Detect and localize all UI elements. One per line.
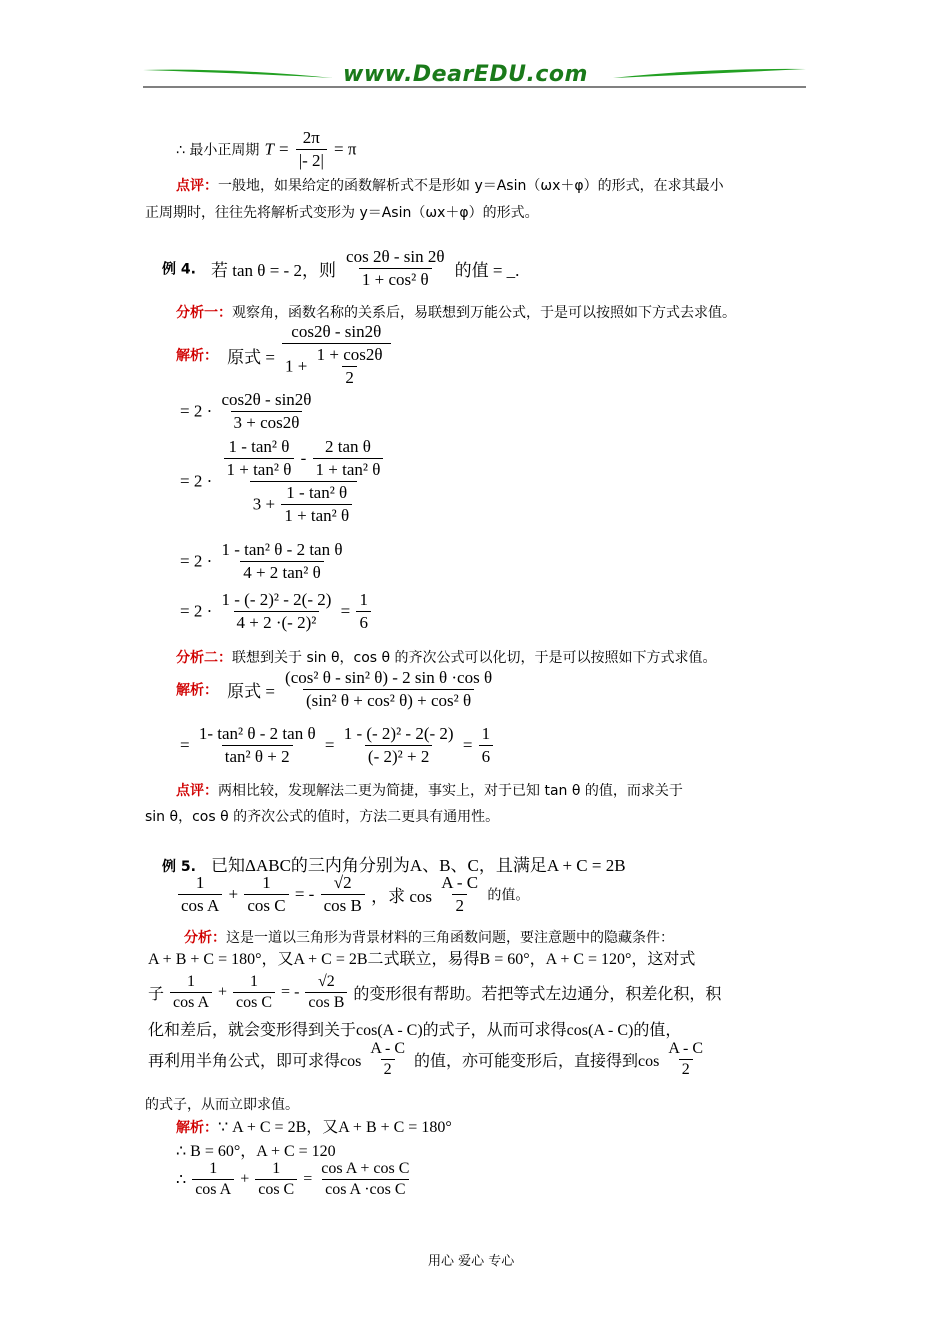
solve2-a-den: tan² θ + 2 bbox=[222, 745, 293, 767]
ex5-f3 bbox=[321, 873, 365, 916]
step2-fraction bbox=[219, 390, 315, 433]
step2 bbox=[180, 390, 316, 433]
analysis2 bbox=[176, 647, 717, 667]
analysis3-line6: 的式子，从而立即求值。 bbox=[145, 1097, 299, 1113]
ex5-f1-den: cos A bbox=[178, 894, 222, 916]
orig-label: 原式 = bbox=[227, 347, 275, 367]
step1-fraction bbox=[282, 322, 391, 388]
comment1-line1: 一般地，如果给定的函数解析式不是形如 y＝Asin（ωx＋φ）的形式，在求其最小 bbox=[218, 178, 724, 194]
step3-b-num: 2 tan θ bbox=[325, 437, 371, 456]
analysis3-line2: A + B + C = 180°，又A + C = 2B二式联立，易得B = 60°，A + C = 120°，这对式 bbox=[148, 951, 696, 968]
a3-half2-num: A - C bbox=[668, 1040, 704, 1057]
s5-f1-den: cos A bbox=[192, 1179, 234, 1199]
step4-num: 1 - tan² θ - 2 tan θ bbox=[221, 540, 343, 559]
ex5-f4 bbox=[438, 873, 481, 916]
step1-inner-fraction bbox=[314, 345, 386, 388]
comment2 bbox=[176, 780, 683, 800]
solve5-line3 bbox=[176, 1160, 414, 1199]
analysis1-text: 观察角，函数名称的关系后，易联想到万能公式，于是可以按照如下方式去求值。 bbox=[232, 305, 736, 321]
a3-half2 bbox=[665, 1040, 706, 1079]
step1-inner-num: 1 + cos2θ bbox=[316, 345, 383, 364]
solve2-den: (sin² θ + cos² θ) + cos² θ bbox=[303, 689, 474, 711]
step3-c-num: 1 - tan² θ bbox=[286, 483, 348, 502]
ex5-f4-den: 2 bbox=[452, 894, 467, 916]
step1-num: cos2θ - sin2θ bbox=[291, 322, 382, 341]
analysis3 bbox=[184, 927, 674, 947]
solve2-orig: 原式 = bbox=[227, 682, 275, 701]
period-eq: = bbox=[279, 139, 289, 159]
solve2-line1 bbox=[176, 668, 497, 711]
footer-text: 用心 爱心 专心 bbox=[428, 1254, 515, 1269]
step1-inner-den: 2 bbox=[342, 366, 357, 388]
comment2-label: 点评： bbox=[176, 783, 218, 799]
ex5-f2 bbox=[244, 873, 288, 916]
step5 bbox=[180, 590, 373, 633]
ex5-text1: 已知ΔABC的三内角分别为A、B、C，且满足A + C = 2B bbox=[211, 856, 626, 875]
a3-half1-den: 2 bbox=[381, 1059, 395, 1079]
ex4-fraction bbox=[343, 247, 447, 290]
step3-minus: - bbox=[300, 448, 307, 468]
step5-fraction bbox=[219, 590, 335, 633]
site-name[interactable]: www.DearEDU.com bbox=[343, 62, 588, 87]
step5-rn: 1 bbox=[359, 590, 368, 609]
a3-f3-den: cos B bbox=[305, 992, 347, 1012]
ex5-f3-den: cos B bbox=[321, 894, 365, 916]
step3-fraction bbox=[219, 437, 389, 526]
step3-den bbox=[250, 481, 357, 526]
ex4-cond: 若 tan θ = - 2，则 bbox=[211, 261, 336, 280]
solve2-r-num: 1 bbox=[481, 724, 491, 743]
step5-den: 4 + 2 ·(- 2)² bbox=[234, 611, 320, 633]
solve2-fraction bbox=[282, 668, 495, 711]
step1-one: 1 + bbox=[285, 356, 308, 376]
step4-pre: = 2 · bbox=[180, 551, 213, 571]
ex4-label: 例 4. bbox=[162, 261, 196, 278]
s5-f1 bbox=[192, 1160, 234, 1199]
solve2-b-den: (- 2)² + 2 bbox=[365, 745, 432, 767]
step3-pre: = 2 · bbox=[180, 471, 213, 491]
step3-num bbox=[219, 437, 389, 481]
solve2-eq3: = bbox=[462, 735, 473, 755]
analysis3-line3-post: 的变形很有帮助。若把等式左边通分，积差化积，积 bbox=[353, 986, 722, 1003]
step3-c-den: 1 + tan² θ bbox=[281, 504, 352, 526]
analysis3-line4: 化和差后，就会变形得到关于cos(A - C)的式子，从而可求得cos(A - C)的值， bbox=[148, 1022, 682, 1039]
solve2-a-num: 1- tan² θ - 2 tan θ bbox=[198, 724, 316, 743]
s5-result-num: cos A + cos C bbox=[321, 1160, 410, 1177]
a3-f3-num: √2 bbox=[318, 973, 335, 990]
a3-plus: + bbox=[218, 983, 228, 1001]
solve2-a bbox=[196, 724, 319, 767]
a3-half1-num: A - C bbox=[370, 1040, 406, 1057]
solve2-r-den: 6 bbox=[479, 745, 494, 767]
step2-num: cos2θ - sin2θ bbox=[221, 390, 312, 409]
step3-a-num: 1 - tan² θ bbox=[228, 437, 290, 456]
a3-half1 bbox=[367, 1040, 408, 1079]
period-den: |- 2| bbox=[296, 149, 327, 171]
ex4-num: cos 2θ - sin 2θ bbox=[346, 247, 445, 266]
solve2-line2 bbox=[180, 724, 495, 767]
s5-result-den: cos A ·cos C bbox=[322, 1179, 408, 1199]
ex5-f3-num: √2 bbox=[333, 873, 352, 892]
period-prefix: ∴ 最小正周期 bbox=[176, 142, 260, 159]
a3-f2-num: 1 bbox=[250, 973, 259, 990]
analysis1 bbox=[176, 302, 736, 322]
s5-f1-num: 1 bbox=[209, 1160, 218, 1177]
s5-result bbox=[318, 1160, 412, 1199]
a3-f2 bbox=[233, 973, 275, 1012]
step4-fraction bbox=[219, 540, 346, 583]
ex5-label: 例 5. bbox=[162, 859, 196, 875]
ex5-f2-num: 1 bbox=[262, 873, 271, 892]
analysis1-label: 分析一： bbox=[176, 305, 232, 321]
solve5-line3-pre: ∴ bbox=[176, 1171, 187, 1189]
step3-a-den: 1 + tan² θ bbox=[224, 458, 295, 480]
comment1-line2: 正周期时，往往先将解析式变形为 y＝Asin（ωx＋φ）的形式。 bbox=[145, 205, 539, 221]
ex5-line2 bbox=[176, 873, 529, 916]
analysis3-label: 分析： bbox=[184, 930, 226, 946]
analysis3-line5-mid: 的值，亦可能变形后，直接得到cos bbox=[414, 1053, 660, 1070]
s5-f2 bbox=[255, 1160, 297, 1199]
step4 bbox=[180, 540, 348, 583]
period-fraction bbox=[296, 128, 327, 171]
ex4-line bbox=[162, 247, 519, 290]
step5-result bbox=[356, 590, 371, 633]
period-num: 2π bbox=[302, 128, 320, 147]
s5-f2-num: 1 bbox=[272, 1160, 281, 1177]
ex5-f4-num: A - C bbox=[441, 873, 479, 892]
solve2-label: 解析： bbox=[176, 682, 218, 699]
step5-num: 1 - (- 2)² - 2(- 2) bbox=[221, 590, 332, 609]
a3-eqneg: = - bbox=[281, 983, 300, 1001]
step5-rd: 6 bbox=[356, 611, 371, 633]
solve2-eq2: = bbox=[324, 735, 335, 755]
step4-den: 4 + 2 tan² θ bbox=[240, 561, 324, 583]
comment1 bbox=[176, 175, 724, 195]
ex4-den: 1 + cos² θ bbox=[359, 268, 432, 290]
step5-eq: = bbox=[340, 601, 351, 621]
solve-label: 解析： bbox=[176, 348, 218, 364]
comment1-label: 点评： bbox=[176, 178, 218, 194]
solve5-label: 解析： bbox=[176, 1120, 218, 1136]
analysis3-line3 bbox=[148, 973, 721, 1012]
a3-f1-den: cos A bbox=[170, 992, 212, 1012]
a3-f2-den: cos C bbox=[233, 992, 275, 1012]
solve5-line1 bbox=[176, 1114, 452, 1137]
ex5-f1 bbox=[178, 873, 222, 916]
a3-half2-den: 2 bbox=[679, 1059, 693, 1079]
solve2-num: (cos² θ - sin² θ) - 2 sin θ ·cos θ bbox=[285, 668, 493, 687]
step3-a bbox=[224, 437, 295, 480]
comment2-line1: 两相比较，发现解法二更为简捷，事实上，对于已知 tan θ 的值，而求关于 bbox=[218, 783, 683, 799]
step3-b bbox=[313, 437, 384, 480]
solve2-b-num: 1 - (- 2)² - 2(- 2) bbox=[343, 724, 454, 743]
period-result: = π bbox=[334, 139, 357, 159]
step3-b-den: 1 + tan² θ bbox=[313, 458, 384, 480]
ex4-tail: 的值 = _. bbox=[454, 261, 520, 280]
header-banner bbox=[143, 60, 806, 94]
step3-c bbox=[281, 483, 352, 526]
a3-f3 bbox=[305, 973, 347, 1012]
analysis2-text: 联想到关于 sin θ，cos θ 的齐次公式可以化切，于是可以按照如下方式求值。 bbox=[232, 650, 717, 666]
step2-pre: = 2 · bbox=[180, 401, 213, 421]
analysis3-line1: 这是一道以三角形为背景材料的三角函数问题，要注意题中的隐藏条件： bbox=[226, 930, 674, 946]
ex5-tail: 的值。 bbox=[487, 887, 530, 904]
solve2-eq1: = bbox=[180, 735, 190, 755]
step3 bbox=[180, 437, 390, 526]
step5-pre: = 2 · bbox=[180, 601, 213, 621]
a3-f1 bbox=[170, 973, 212, 1012]
analysis3-line3-pre: 子 bbox=[148, 986, 165, 1003]
analysis2-label: 分析二： bbox=[176, 650, 232, 666]
step3-three: 3 + bbox=[252, 494, 276, 514]
step2-den: 3 + cos2θ bbox=[231, 411, 303, 433]
ex5-eqneg: = - bbox=[294, 884, 315, 904]
ex5-f1-num: 1 bbox=[195, 873, 205, 892]
a3-f1-num: 1 bbox=[187, 973, 196, 990]
period-line bbox=[176, 128, 356, 171]
solve2-r bbox=[479, 724, 494, 767]
s5-f2-den: cos C bbox=[255, 1179, 297, 1199]
analysis3-line5 bbox=[148, 1040, 708, 1079]
solve-step1 bbox=[176, 322, 393, 388]
comment2-line2: sin θ，cos θ 的齐次公式的值时，方法二更具有通用性。 bbox=[145, 809, 500, 825]
analysis3-line5-pre: 再利用半角公式，即可求得cos bbox=[148, 1053, 362, 1070]
ex5-f2-den: cos C bbox=[244, 894, 288, 916]
ex5-ask: ，求 cos bbox=[371, 887, 433, 906]
solve5-line2: ∴ B = 60°，A + C = 120 bbox=[176, 1143, 336, 1160]
s5-eq: = bbox=[303, 1170, 313, 1188]
s5-plus: + bbox=[240, 1170, 250, 1188]
ex5-plus: + bbox=[228, 884, 239, 904]
solve2-b bbox=[341, 724, 457, 767]
period-T: T bbox=[264, 139, 274, 159]
solve5-text1: ∵ A + C = 2B，又A + B + C = 180° bbox=[218, 1119, 452, 1136]
step1-den bbox=[282, 343, 391, 388]
